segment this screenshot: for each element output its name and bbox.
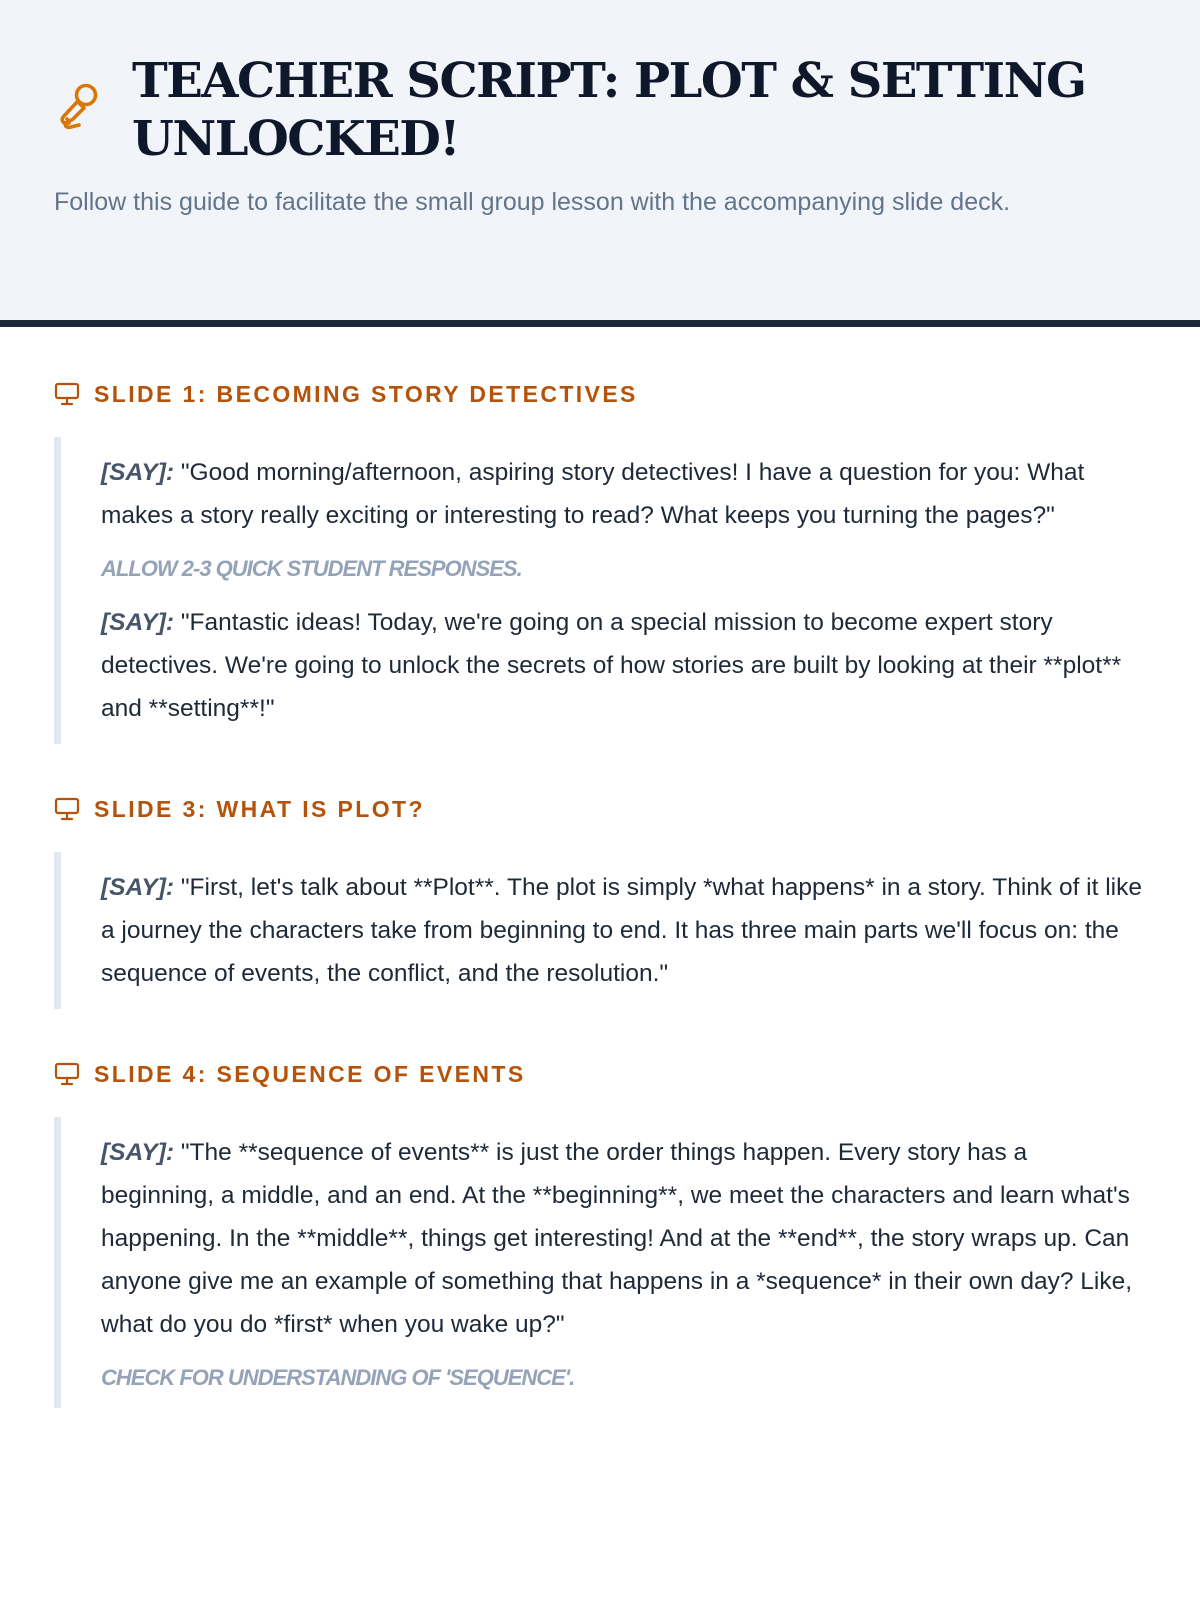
presentation-icon bbox=[54, 796, 80, 822]
section-heading bbox=[54, 379, 1146, 409]
say-tag: [SAY]: bbox=[101, 874, 175, 901]
script-block bbox=[54, 437, 1146, 744]
say-tag: [SAY]: bbox=[101, 459, 175, 486]
say-paragraph bbox=[101, 866, 1146, 995]
say-tag: [SAY]: bbox=[101, 609, 175, 636]
page-header bbox=[0, 0, 1200, 327]
script-content bbox=[0, 379, 1200, 1408]
section-title: SLIDE 1: BECOMING STORY DETECTIVES bbox=[94, 380, 638, 407]
microphone-icon bbox=[54, 78, 104, 138]
section-slide-1 bbox=[54, 379, 1146, 744]
page-subtitle: Follow this guide to facilitate the small group lesson with the accompanying slide deck. bbox=[54, 188, 1011, 216]
section-title: SLIDE 3: WHAT IS PLOT? bbox=[94, 795, 425, 822]
section-slide-3 bbox=[54, 794, 1146, 1009]
teacher-note: ALLOW 2-3 QUICK STUDENT RESPONSES. bbox=[101, 556, 522, 581]
section-heading bbox=[54, 1059, 1146, 1089]
say-paragraph bbox=[101, 451, 1146, 537]
section-heading bbox=[54, 794, 1146, 824]
presentation-icon bbox=[54, 1061, 80, 1087]
say-text: "Good morning/afternoon, aspiring story detectives! I have a question for you: What makes a story really exciting or interesting to read? What keeps you turning the pages?" bbox=[101, 459, 1085, 529]
script-block bbox=[54, 852, 1146, 1009]
presentation-icon bbox=[54, 381, 80, 407]
say-text: "Fantastic ideas! Today, we're going on a special mission to become expert story detectives. We're going to unlock the secrets of how stories are built by looking at their **plot** and **setting**!" bbox=[101, 609, 1122, 722]
say-tag: [SAY]: bbox=[101, 1139, 175, 1166]
title-row bbox=[54, 52, 1146, 168]
section-title: SLIDE 4: SEQUENCE OF EVENTS bbox=[94, 1060, 526, 1087]
section-slide-4 bbox=[54, 1059, 1146, 1408]
say-text: "First, let's talk about **Plot**. The plot is simply *what happens* in a story. Think of it like a journey the characters take from beginning to end. It has three main parts we'll focus on: the sequence of events, the conflict, and the resolution." bbox=[101, 874, 1143, 987]
script-block bbox=[54, 1117, 1146, 1408]
say-text: "The **sequence of events** is just the order things happen. Every story has a beginning, a middle, and an end. At the **beginning**, we meet the characters and learn what's happening. In the **middle**, things get interesting! And at the **end**, the story wraps up. Can anyone give me an example of something that happens in a *sequence* in their own day? Like, what do you do *first* when you wake up?" bbox=[101, 1139, 1133, 1338]
say-paragraph bbox=[101, 601, 1146, 730]
page-title: TEACHER SCRIPT: PLOT & SETTING UNLOCKED! bbox=[132, 53, 1086, 167]
say-paragraph bbox=[101, 1131, 1146, 1346]
teacher-note: CHECK FOR UNDERSTANDING OF 'SEQUENCE'. bbox=[101, 1365, 575, 1390]
